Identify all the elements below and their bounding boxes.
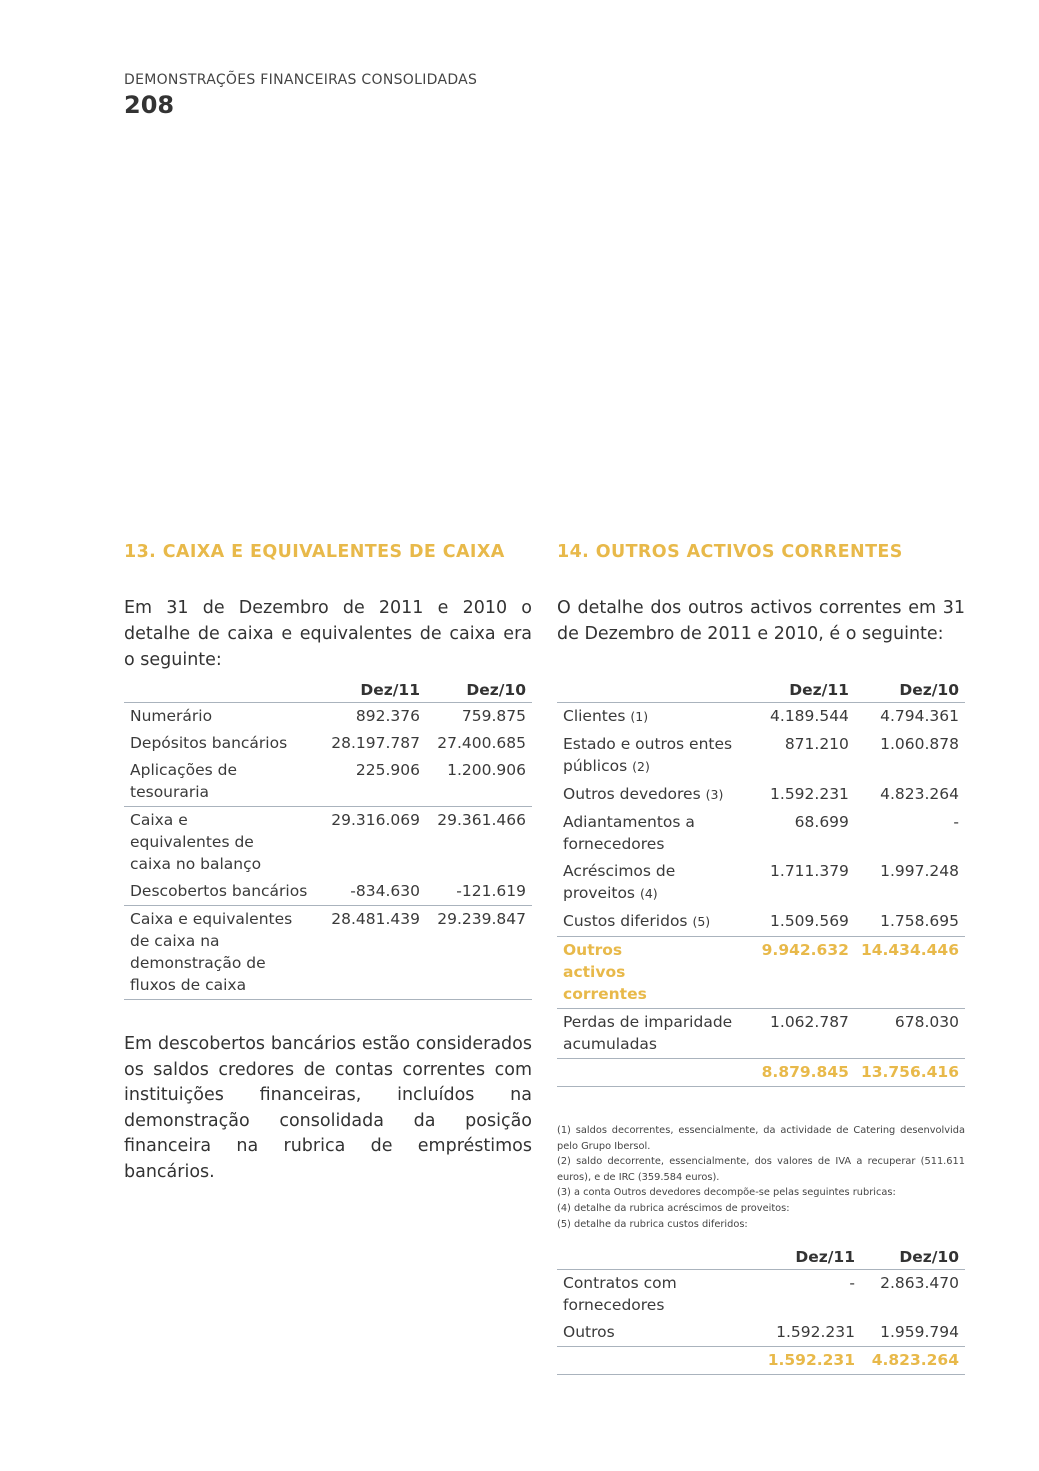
total-dez11: 8.879.845 <box>752 1059 855 1087</box>
value-dez11: 28.481.439 <box>320 906 426 1000</box>
column-header-dez11: Dez/11 <box>320 679 426 703</box>
column-header-dez10: Dez/10 <box>861 1246 965 1270</box>
row-label: Descobertos bancários <box>130 882 308 900</box>
table-row <box>124 730 532 757</box>
table-row <box>124 703 532 731</box>
value-dez10: 759.875 <box>461 707 526 725</box>
value-dez11: 68.699 <box>794 813 849 831</box>
value-dez11: 29.316.069 <box>320 807 426 879</box>
table-row <box>557 858 965 908</box>
row-label: Aplicações de tesouraria <box>130 761 237 801</box>
total-dez10: 4.823.264 <box>861 1347 965 1375</box>
row-label: Numerário <box>130 707 213 725</box>
table-row <box>124 807 532 879</box>
table-row <box>557 781 965 809</box>
value-dez11: 225.906 <box>355 761 420 779</box>
section-13 <box>124 542 532 1185</box>
footnote: (3) a conta Outros devedores decompõe-se pelas seguintes rubricas: <box>557 1187 896 1199</box>
total-dez10: 13.756.416 <box>855 1059 965 1087</box>
value-dez10: 1.200.906 <box>447 761 526 779</box>
row-label: Estado e outros entes públicos (2) <box>563 735 733 775</box>
row-label: Adiantamentos a fornecedores <box>563 813 695 853</box>
value-dez11: 892.376 <box>355 707 420 725</box>
section-14-title: 14. OUTROS ACTIVOS CORRENTES <box>557 542 903 562</box>
table-row <box>557 703 965 732</box>
table-row <box>124 757 532 807</box>
value-dez11: 1.062.787 <box>752 1009 855 1059</box>
table-row <box>557 731 965 781</box>
row-label: Acréscimos de proveitos (4) <box>563 862 676 902</box>
value-dez11: -834.630 <box>350 882 420 900</box>
note-reference: (5) <box>692 914 711 929</box>
value-dez10: 1.060.878 <box>880 735 959 753</box>
row-label: Clientes (1) <box>563 707 649 725</box>
footnotes <box>557 1123 965 1232</box>
table-row <box>557 1319 965 1347</box>
row-label: Outros <box>563 1323 615 1342</box>
row-label: Perdas de imparidade acumuladas <box>557 1009 752 1059</box>
table-row <box>557 809 965 858</box>
value-dez10: 29.239.847 <box>426 906 532 1000</box>
row-label: Caixa e equivalentes de caixa no balanço <box>124 807 320 879</box>
value-dez11: 4.189.544 <box>770 707 849 725</box>
table-row-total <box>557 1059 965 1087</box>
value-dez10: 1.997.248 <box>880 862 959 880</box>
page-number: 208 <box>124 91 175 119</box>
row-label: Caixa e equivalentes de caixa na demonstração de fluxos de caixa <box>124 906 320 1000</box>
value-dez10: 1.758.695 <box>880 912 959 930</box>
value-dez11: 9.942.632 <box>752 937 855 1009</box>
table-row-total <box>557 1347 965 1375</box>
footnote: (2) saldo decorrente, essencialmente, dos valores de IVA a recuperar (511.611 euros), e de IRC (359.584 euros). <box>557 1156 965 1183</box>
table-row <box>557 1009 965 1059</box>
value-dez10: 2.863.470 <box>880 1274 959 1293</box>
section-14 <box>557 542 965 1375</box>
value-dez11: - <box>849 1274 855 1293</box>
row-label: Outros devedores (3) <box>563 785 724 803</box>
other-debtors-table <box>557 1246 965 1375</box>
row-label: Outros activos correntes <box>557 937 752 1009</box>
document-header: DEMONSTRAÇÕES FINANCEIRAS CONSOLIDADAS <box>124 72 478 88</box>
note-reference: (4) <box>639 886 658 901</box>
value-dez10: - <box>953 813 959 831</box>
other-current-assets-table <box>557 679 965 1087</box>
value-dez10: 29.361.466 <box>426 807 532 879</box>
value-dez11: 871.210 <box>784 735 849 753</box>
row-label: Custos diferidos (5) <box>563 912 711 930</box>
value-dez11: 1.592.231 <box>776 1323 855 1342</box>
total-dez11: 1.592.231 <box>757 1347 861 1375</box>
footnote: (4) detalhe da rubrica acréscimos de proveitos: <box>557 1202 790 1214</box>
footnote: (5) detalhe da rubrica custos diferidos: <box>557 1218 748 1230</box>
value-dez10: 4.794.361 <box>880 707 959 725</box>
section-14-intro: O detalhe dos outros activos correntes em 31 de Dezembro de 2011 e 2010, é o seguinte: <box>557 598 965 644</box>
column-header-dez11: Dez/11 <box>752 679 855 703</box>
section-13-closing-text: Em descobertos bancários estão considerados os saldos credores de contas correntes com instituições financeiras, incluídos na demonstração consolidada da posição financeira na rubrica de empréstimos bancários. <box>124 1034 532 1182</box>
value-dez11: 1.592.231 <box>770 785 849 803</box>
value-dez10: 678.030 <box>855 1009 965 1059</box>
table-row-subtotal <box>557 937 965 1009</box>
note-reference: (3) <box>705 787 724 802</box>
section-13-intro: Em 31 de Dezembro de 2011 e 2010 o detalhe de caixa e equivalentes de caixa era o seguinte: <box>124 598 532 670</box>
value-dez11: 28.197.787 <box>331 734 420 752</box>
table-row-total <box>124 906 532 1000</box>
note-reference: (1) <box>630 709 649 724</box>
row-label: Depósitos bancários <box>130 734 288 752</box>
footnote: (1) saldos decorrentes, essencialmente, da actividade de Catering desenvolvida pelo Grupo Ibersol. <box>557 1125 965 1152</box>
value-dez10: 1.959.794 <box>880 1323 959 1342</box>
note-reference: (2) <box>632 759 650 774</box>
value-dez11: 1.509.569 <box>770 912 849 930</box>
section-13-title: 13. CAIXA E EQUIVALENTES DE CAIXA <box>124 542 505 562</box>
value-dez10: -121.619 <box>456 882 526 900</box>
column-header-dez10: Dez/10 <box>426 679 532 703</box>
cash-equivalents-table <box>124 679 532 1000</box>
column-header-dez10: Dez/10 <box>855 679 965 703</box>
table-row <box>557 908 965 937</box>
table-row <box>557 1270 965 1320</box>
value-dez11: 1.711.379 <box>770 862 849 880</box>
table-row <box>124 878 532 906</box>
value-dez10: 14.434.446 <box>855 937 965 1009</box>
column-header-dez11: Dez/11 <box>757 1246 861 1270</box>
value-dez10: 27.400.685 <box>437 734 526 752</box>
row-label: Contratos com fornecedores <box>563 1274 677 1315</box>
value-dez10: 4.823.264 <box>880 785 959 803</box>
